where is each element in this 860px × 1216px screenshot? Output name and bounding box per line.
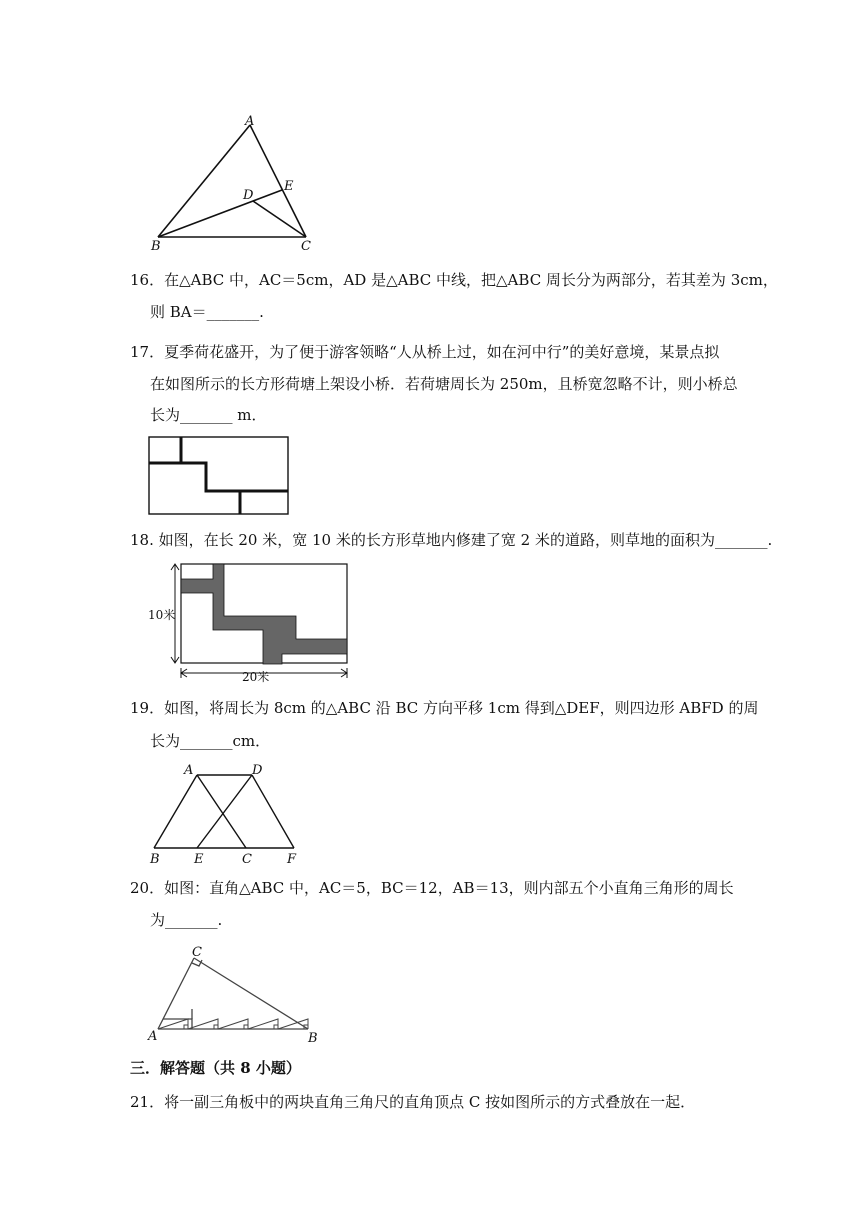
question-16-line-1: 16．在△ABC 中，AC＝5cm，AD 是△ABC 中线，把△ABC 周长分为两部分，若其差为 3cm， (130, 271, 778, 289)
label-c: C (192, 945, 202, 960)
label-d: D (252, 763, 263, 778)
label-c: C (301, 239, 311, 252)
label-e: E (194, 852, 204, 867)
question-21-line-1: 21．将一副三角板中的两块直角三角尺的直角顶点 C 按如图所示的方式叠放在一起． (130, 1093, 696, 1111)
question-19-line-1: 19．如图，将周长为 8cm 的△ABC 沿 BC 方向平移 1cm 得到△DEF，则四边形 ABFD 的周 (130, 699, 759, 717)
label-d: D (243, 188, 254, 203)
label-a: A (148, 1029, 158, 1044)
label-a: A (245, 114, 255, 129)
figure-right-triangle-steps (144, 944, 324, 1044)
label-e: E (284, 179, 294, 194)
label-f: F (287, 852, 297, 867)
question-17-line-3: 长为_______ m． (150, 406, 267, 424)
question-20-line-1: 20．如图：直角△ABC 中，AC＝5，BC＝12，AB＝13，则内部五个小直角三角形的周长 (130, 879, 734, 897)
question-18-line-1: 18. 如图，在长 20 米，宽 10 米的长方形草地内修建了宽 2 米的道路，则草地的面积为_______. (130, 531, 773, 549)
question-17-line-2: 在如图所示的长方形荷塘上架设小桥．若荷塘周长为 250m，且桥宽忽略不计，则小桥总 (150, 375, 738, 393)
figure-lawn-road (146, 560, 351, 686)
figure-pond-bridge (148, 436, 290, 516)
label-a: A (184, 763, 194, 778)
figure-triangle-abc-de (148, 112, 328, 252)
question-17-line-1: 17．夏季荷花盛开，为了便于游客领略“人从桥上过，如在河中行”的美好意境，某景点拟 (130, 343, 720, 361)
question-16-line-2: 则 BA＝_______. (150, 303, 264, 321)
label-b: B (151, 239, 161, 252)
height-label: 10米 (148, 608, 176, 622)
figure-translated-triangles (144, 760, 312, 868)
width-label: 20米 (242, 670, 270, 684)
label-b: B (150, 852, 160, 867)
question-20-line-2: 为_______. (150, 911, 223, 929)
question-19-line-2: 长为_______cm． (150, 732, 271, 750)
label-c: C (242, 852, 252, 867)
label-b: B (308, 1031, 318, 1044)
section-3-heading: 三．解答题（共 8 小题） (130, 1059, 301, 1077)
